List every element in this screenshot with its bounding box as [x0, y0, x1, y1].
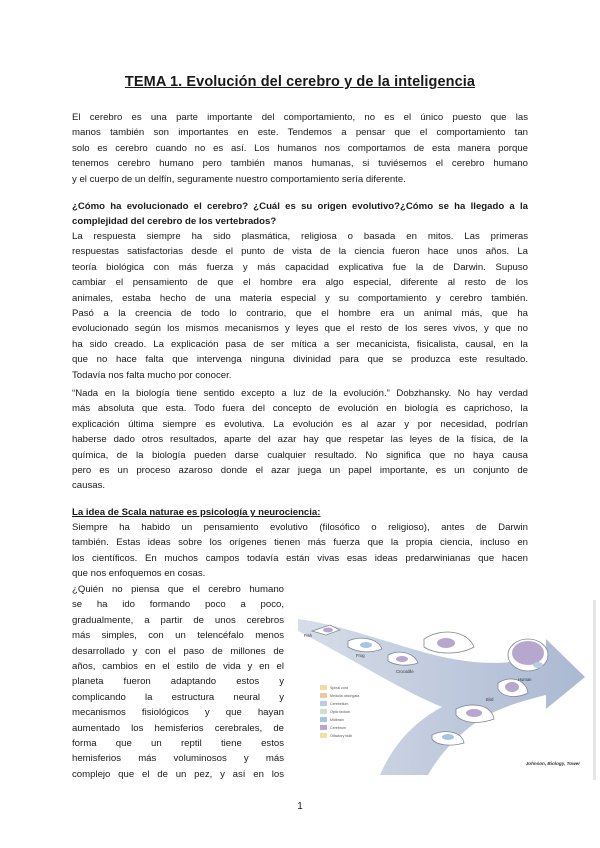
dobzhansky-paragraph — [72, 386, 528, 494]
legend-label: Optic tectum — [330, 710, 351, 714]
legend-swatch — [320, 717, 327, 722]
text-line: hemisferios más voluminosos y más — [72, 753, 284, 765]
text-line: ¿Cómo ha evolucionado el cerebro? ¿Cuál es su origen evolutivo?¿Cómo se ha llegado a la — [72, 201, 528, 212]
legend-label: Cerebellum — [330, 702, 349, 706]
text-line: planeta fueron adaptando estos y — [72, 676, 284, 688]
text-line: complejidad del cerebro de los vertebrados? — [72, 216, 277, 228]
text-line: haberse dado otros resultados, aparte del azar hay que respetar las leyes de la física, de la — [72, 434, 528, 446]
text-line: complicando la estructura neural y — [72, 691, 284, 703]
text-line: teoría biológica con más fuerza y más capacidad explicativa fue la de Darwin. Supuso — [72, 261, 528, 273]
text-line: explicación última siempre es evolutiva. La evolución es al azar y por necesidad, podrían — [72, 418, 528, 430]
page-title: TEMA 1. Evolución del cerebro y de la inteligencia — [124, 74, 476, 90]
figure-label-crocodile: Crocodile — [396, 669, 414, 674]
text-line: causas. — [72, 480, 106, 492]
text-line: La respuesta siempre ha sido plasmática, religiosa o basada en mitos. Las primeras — [72, 231, 528, 242]
text-line: animales, estaba hecho de una materia especial y su comportamiento y cerebro también. — [72, 292, 528, 304]
figure-legend — [320, 685, 359, 738]
text-line: que no hace falta que intervenga ninguna divinidad para que se produzca este resultado. — [72, 354, 528, 366]
text-line: pero es un proceso azaroso donde el azar juega un papel importante, es un conjunto de — [72, 465, 528, 477]
text-line: desarrollado y con el paso de millones de — [72, 645, 284, 657]
text-line: que nos enfoquemos en cosas. — [72, 568, 206, 580]
text-line: se ha ido formando poco a poco, — [72, 599, 284, 611]
text-line: forma que un reptil tiene estos — [72, 738, 284, 750]
text-line: Siempre ha habido un pensamiento evolutivo (filosófico o religioso), antes de Darwin — [72, 522, 528, 533]
text-line: mecanismos fisiológicos y que hayan — [72, 707, 284, 719]
legend-swatch — [320, 733, 327, 738]
text-line: más simples, con un telencéfalo menos — [72, 630, 284, 642]
brain-evolution-figure — [296, 597, 587, 775]
text-line: años, cambios en el estilo de vida y en el — [72, 661, 284, 673]
text-line: “Nada en la biología tiene sentido excepto a luz de la evolución.” Dobzhansky. No hay verdad — [72, 388, 528, 399]
scala-naturae-heading — [72, 505, 528, 520]
brain-formation-paragraph — [72, 582, 284, 782]
intro-paragraph — [72, 110, 528, 187]
answer-paragraph — [72, 229, 528, 383]
human-brain-illustration — [508, 639, 548, 671]
figure-label-bird: Bird — [486, 697, 494, 702]
text-line: El cerebro es una parte importante del comportamiento, no es el único puesto que las — [72, 112, 528, 123]
text-line: La idea de Scala naturae es psicología y neurociencia: — [72, 507, 321, 518]
text-line: los científicos. En muchos campos todavía están vivas esas ideas predarwinianas que hacen — [72, 552, 528, 564]
figure-credit: Johnson, Biology, Tower — [525, 761, 580, 766]
legend-swatch — [320, 685, 327, 690]
figure-label-fish: Fish — [304, 633, 312, 638]
text-line: cambiar el pensamiento de que el hombre era algo especial, diferente al resto de los — [72, 277, 528, 289]
legend-swatch — [320, 709, 327, 714]
legend-label: Cerebrum — [330, 726, 346, 730]
text-line: Pasó a la creencia de todo lo contrario, que el hombre era un animal más, que ha — [72, 308, 528, 320]
text-line: y el cuerpo de un delfín, seguramente nuestro comportamiento sería diferente. — [72, 173, 406, 185]
page-number: 1 — [297, 801, 303, 812]
text-line: química, de la biología pueden darse cualquier resultado. No significa que no haya causa — [72, 449, 528, 461]
figure-label-frog: Frog — [356, 653, 365, 658]
text-line: también. Estas ideas sobre los orígenes tienen más fuerza que la propia ciencia, incluso en — [72, 537, 528, 549]
scrollbar[interactable] — [593, 600, 596, 780]
text-line: solo es cerebro cuando no es así. Los humanos nos comportamos de esta manera porque — [72, 142, 528, 154]
legend-label: Olfactory bulb — [330, 734, 353, 738]
text-line: ha sido creado. La explicación pasa de ser mítica a ser mecanicista, fisicalista, causal, en la — [72, 338, 528, 350]
text-line: ¿Quién no piensa que el cerebro humano — [72, 584, 284, 595]
legend-swatch — [320, 701, 327, 706]
text-line: gradualmente, a partir de unos cerebros — [72, 614, 284, 626]
legend-label: Medulla oblongata — [330, 694, 360, 698]
legend-label: Spinal cord — [330, 686, 348, 690]
text-line: más absoluta que esta. Todo fuera del concepto de evolución en biología es caprichoso, la — [72, 403, 528, 415]
text-line: Todavía nos falta mucho por conocer. — [72, 369, 232, 381]
crocodile-brain-illustration — [424, 632, 474, 653]
text-line: complejo que el de un pez, y así en los — [72, 768, 284, 780]
question-heading — [72, 199, 528, 230]
figure-label-human: Human — [518, 677, 532, 682]
text-line: manos también son importantes en este. Tendemos a pensar que el comportamiento tan — [72, 127, 528, 139]
legend-swatch — [320, 725, 327, 730]
evolutionary-thought-paragraph — [72, 520, 528, 582]
legend-swatch — [320, 693, 327, 698]
text-line: tenemos cerebro humano pero también manos humanas, si tuviésemos el cerebro humano — [72, 158, 528, 170]
text-line: evolucionado según los mismos mecanismos y leyes que el resto de los seres vivos, y que no — [72, 323, 528, 335]
text-line: aumentado los hemisferios cerebrales, de — [72, 722, 284, 734]
legend-label: Midbrain — [330, 718, 344, 722]
text-line: respuestas satisfactorias desde el punto de vista de la ciencia fueron hace unos años. La — [72, 246, 528, 258]
